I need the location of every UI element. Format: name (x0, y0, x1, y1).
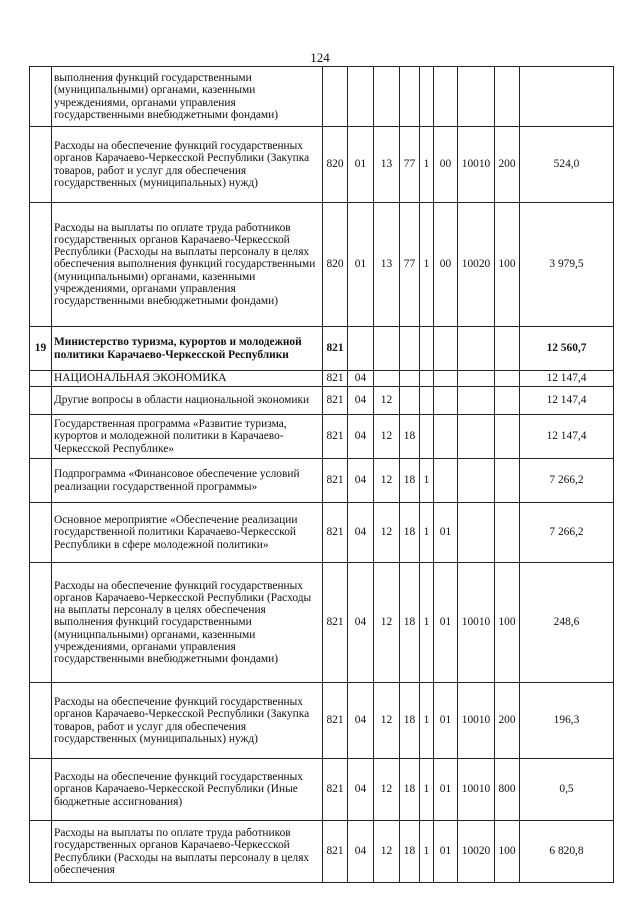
program-code-cell: 18 (400, 415, 420, 459)
description-cell: выполнения функций государственными (муниципальными) органами, казенными учреждениями, органами управления государственными внебюджетными фондами) (52, 67, 323, 127)
activity-code-cell: 00 (434, 127, 458, 203)
direction-code-cell (458, 371, 495, 387)
table-row (30, 759, 614, 821)
program-code-cell: 18 (400, 563, 420, 683)
page-number: 124 (310, 50, 330, 65)
subprogram-code-cell: 1 (420, 127, 434, 203)
subprogram-code-cell: 1 (420, 503, 434, 563)
program-code-cell (400, 67, 420, 127)
subsection-code-cell: 13 (374, 127, 400, 203)
section-code-cell: 04 (348, 759, 374, 821)
description-cell: Расходы на выплаты по оплате труда работников государственных органов Карачаево-Черкесской Республики (Расходы на выплаты персоналу в целях обеспечения (52, 821, 323, 883)
amount-cell: 196,3 (520, 683, 614, 759)
amount-cell: 7 266,2 (520, 459, 614, 503)
ministry-code-cell: 821 (323, 563, 348, 683)
expense-type-cell: 100 (495, 563, 520, 683)
description-cell: Расходы на выплаты по оплате труда работников государственных органов Карачаево-Черкесской Республики (Расходы на выплаты персоналу в целях обеспечения выполнения функций государственными (муниципальными) органами, казенными учреждениями, органами управления государственными внебюджетными фондами) (52, 203, 323, 327)
program-code-cell: 18 (400, 683, 420, 759)
direction-code-cell: 10010 (458, 683, 495, 759)
table-row (30, 127, 614, 203)
amount-cell: 7 266,2 (520, 503, 614, 563)
subsection-code-cell: 12 (374, 459, 400, 503)
direction-code-cell (458, 503, 495, 563)
budget-table (29, 66, 614, 883)
activity-code-cell: 00 (434, 203, 458, 327)
section-code-cell: 04 (348, 387, 374, 415)
amount-cell: 12 147,4 (520, 415, 614, 459)
description-cell: Расходы на обеспечение функций государственных органов Карачаево-Черкесской Республики (Закупка товаров, работ и услуг для обеспечения государственных (муниципальных) нужд) (52, 127, 323, 203)
subprogram-code-cell: 1 (420, 459, 434, 503)
description-cell: Расходы на обеспечение функций государственных органов Карачаево-Черкесской Республики (Расходы на выплаты персоналу в целях обеспечения выполнения функций государственными (муниципальными) органами, казенными учреждениями, органами управления государственными внебюджетными фондами) (52, 563, 323, 683)
activity-code-cell (434, 67, 458, 127)
row-number-cell (30, 683, 52, 759)
expense-type-cell: 100 (495, 203, 520, 327)
table-row (30, 371, 614, 387)
expense-type-cell: 200 (495, 127, 520, 203)
amount-cell (520, 67, 614, 127)
section-code-cell: 04 (348, 415, 374, 459)
program-code-cell: 18 (400, 459, 420, 503)
direction-code-cell (458, 67, 495, 127)
section-code-cell: 01 (348, 203, 374, 327)
program-code-cell (400, 387, 420, 415)
amount-cell: 12 147,4 (520, 387, 614, 415)
ministry-code-cell: 820 (323, 203, 348, 327)
expense-type-cell (495, 503, 520, 563)
row-number-cell (30, 503, 52, 563)
amount-cell: 12 147,4 (520, 371, 614, 387)
direction-code-cell: 10010 (458, 759, 495, 821)
subsection-code-cell: 12 (374, 821, 400, 883)
direction-code-cell: 10010 (458, 127, 495, 203)
table-row (30, 415, 614, 459)
ministry-code-cell: 821 (323, 387, 348, 415)
section-code-cell: 04 (348, 821, 374, 883)
expense-type-cell: 200 (495, 683, 520, 759)
program-code-cell: 18 (400, 821, 420, 883)
subprogram-code-cell: 1 (420, 821, 434, 883)
expense-type-cell (495, 67, 520, 127)
program-code-cell: 18 (400, 503, 420, 563)
ministry-code-cell: 821 (323, 371, 348, 387)
expense-type-cell: 100 (495, 821, 520, 883)
ministry-code-cell: 820 (323, 127, 348, 203)
program-code-cell: 77 (400, 203, 420, 327)
section-code-cell: 04 (348, 459, 374, 503)
ministry-code-cell: 821 (323, 459, 348, 503)
ministry-code-cell: 821 (323, 683, 348, 759)
activity-code-cell (434, 459, 458, 503)
direction-code-cell (458, 415, 495, 459)
description-cell: Другие вопросы в области национальной экономики (52, 387, 323, 415)
subsection-code-cell: 13 (374, 203, 400, 327)
section-code-cell: 04 (348, 683, 374, 759)
row-number-cell: 19 (30, 327, 52, 371)
ministry-code-cell (323, 67, 348, 127)
activity-code-cell: 01 (434, 503, 458, 563)
subprogram-code-cell (420, 327, 434, 371)
table-row (30, 821, 614, 883)
description-cell: Расходы на обеспечение функций государственных органов Карачаево-Черкесской Республики (Иные бюджетные ассигнования) (52, 759, 323, 821)
section-code-cell: 04 (348, 503, 374, 563)
activity-code-cell (434, 327, 458, 371)
row-number-cell (30, 127, 52, 203)
ministry-code-cell: 821 (323, 327, 348, 371)
description-cell: Подпрограмма «Финансовое обеспечение условий реализации государственной программы» (52, 459, 323, 503)
table-row (30, 563, 614, 683)
subsection-code-cell (374, 371, 400, 387)
expense-type-cell (495, 387, 520, 415)
subsection-code-cell: 12 (374, 563, 400, 683)
direction-code-cell (458, 327, 495, 371)
direction-code-cell: 10020 (458, 821, 495, 883)
row-number-cell (30, 415, 52, 459)
table-row (30, 503, 614, 563)
subsection-code-cell: 12 (374, 683, 400, 759)
description-cell: Расходы на обеспечение функций государственных органов Карачаево-Черкесской Республики (Закупка товаров, работ и услуг для обеспечения государственных (муниципальных) нужд) (52, 683, 323, 759)
activity-code-cell (434, 387, 458, 415)
activity-code-cell (434, 371, 458, 387)
direction-code-cell: 10010 (458, 563, 495, 683)
direction-code-cell: 10020 (458, 203, 495, 327)
ministry-code-cell: 821 (323, 759, 348, 821)
program-code-cell (400, 327, 420, 371)
direction-code-cell (458, 387, 495, 415)
activity-code-cell: 01 (434, 759, 458, 821)
description-cell: НАЦИОНАЛЬНАЯ ЭКОНОМИКА (52, 371, 323, 387)
description-cell: Основное мероприятие «Обеспечение реализации государственной политики Карачаево-Черкесской Республики в сфере молодежной политики» (52, 503, 323, 563)
expense-type-cell (495, 371, 520, 387)
table-row (30, 67, 614, 127)
row-number-cell (30, 387, 52, 415)
subprogram-code-cell (420, 415, 434, 459)
amount-cell: 248,6 (520, 563, 614, 683)
row-number-cell (30, 203, 52, 327)
ministry-code-cell: 821 (323, 821, 348, 883)
table-row (30, 459, 614, 503)
program-code-cell: 18 (400, 759, 420, 821)
section-code-cell: 04 (348, 371, 374, 387)
expense-type-cell (495, 415, 520, 459)
subsection-code-cell: 12 (374, 415, 400, 459)
subprogram-code-cell (420, 67, 434, 127)
table-body (30, 67, 614, 883)
amount-cell: 12 560,7 (520, 327, 614, 371)
row-number-cell (30, 821, 52, 883)
activity-code-cell (434, 415, 458, 459)
amount-cell: 524,0 (520, 127, 614, 203)
subprogram-code-cell: 1 (420, 563, 434, 683)
program-code-cell (400, 371, 420, 387)
table-row (30, 327, 614, 371)
subsection-code-cell (374, 327, 400, 371)
activity-code-cell: 01 (434, 683, 458, 759)
section-code-cell: 01 (348, 127, 374, 203)
activity-code-cell: 01 (434, 821, 458, 883)
row-number-cell (30, 371, 52, 387)
subprogram-code-cell (420, 387, 434, 415)
expense-type-cell (495, 459, 520, 503)
section-code-cell (348, 327, 374, 371)
table-row (30, 203, 614, 327)
direction-code-cell (458, 459, 495, 503)
section-code-cell (348, 67, 374, 127)
expense-type-cell: 800 (495, 759, 520, 821)
table-row (30, 683, 614, 759)
expense-type-cell (495, 327, 520, 371)
row-number-cell (30, 459, 52, 503)
description-cell: Министерство туризма, курортов и молодежной политики Карачаево-Черкесской Республики (52, 327, 323, 371)
amount-cell: 6 820,8 (520, 821, 614, 883)
ministry-code-cell: 821 (323, 503, 348, 563)
row-number-cell (30, 563, 52, 683)
amount-cell: 0,5 (520, 759, 614, 821)
activity-code-cell: 01 (434, 563, 458, 683)
subprogram-code-cell: 1 (420, 759, 434, 821)
description-cell: Государственная программа «Развитие туризма, курортов и молодежной политики в Карачаево-Черкесской Республике» (52, 415, 323, 459)
subprogram-code-cell: 1 (420, 203, 434, 327)
subprogram-code-cell (420, 371, 434, 387)
ministry-code-cell: 821 (323, 415, 348, 459)
subsection-code-cell: 12 (374, 759, 400, 821)
subsection-code-cell: 12 (374, 387, 400, 415)
row-number-cell (30, 67, 52, 127)
program-code-cell: 77 (400, 127, 420, 203)
subprogram-code-cell: 1 (420, 683, 434, 759)
amount-cell: 3 979,5 (520, 203, 614, 327)
subsection-code-cell: 12 (374, 503, 400, 563)
row-number-cell (30, 759, 52, 821)
subsection-code-cell (374, 67, 400, 127)
section-code-cell: 04 (348, 563, 374, 683)
table-row (30, 387, 614, 415)
